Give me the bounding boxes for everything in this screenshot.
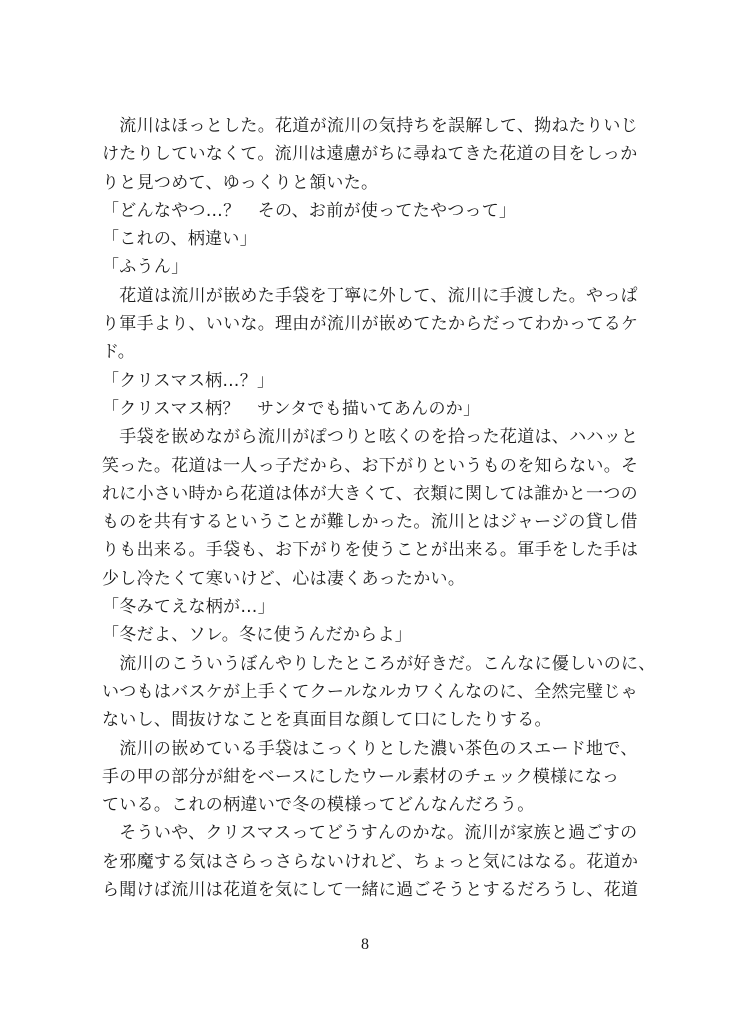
- text-line: 流川はほっとした。花道が流川の気持ちを誤解して、拗ねたりいじ: [102, 116, 638, 136]
- dialogue-line: 「ふうん」: [102, 257, 189, 278]
- dialogue-line: 「クリスマス柄？ サンタでも描いてあんのか」: [102, 398, 481, 419]
- text-line: り軍手より、いいな。理由が流川が嵌めてたからだってわかってるケ: [102, 314, 639, 335]
- page-number: 8: [361, 936, 369, 953]
- text-line: りと見つめて、ゆっくりと頷いた。: [102, 172, 379, 193]
- text-line: ものを共有するということが難しかった。流川とはジャージの貸し借: [102, 512, 638, 533]
- text-line: ている。これの柄違いで冬の模様ってどんなんだろう。: [102, 795, 535, 816]
- text-line: を邪魔する気はさらっさらないけれど、ちょっと気にはなる。花道か: [102, 851, 639, 872]
- text-line: りも出来る。手袋も、お下がりを使うことが出来る。軍手をした手は: [102, 540, 639, 561]
- text-line: 手袋を嵌めながら流川がぽつりと呟くのを拾った花道は、ハハッと: [102, 427, 639, 448]
- text-line: そういや、クリスマスってどうすんのかな。流川が家族と過ごすの: [102, 823, 638, 844]
- text-line: 笑った。花道は一人っ子だから、お下がりというものを知らない。そ: [102, 455, 639, 476]
- dialogue-line: 「クリスマス柄…？」: [102, 370, 275, 391]
- text-line: いつもはバスケが上手くてクールなルカワくんなのに、全然完璧じゃ: [102, 681, 638, 702]
- text-line: れに小さい時から花道は体が大きくて、衣類に関しては誰かと一つの: [102, 483, 638, 504]
- dialogue-line: 「どんなやつ…？ その、お前が使ってたやつって」: [102, 200, 517, 221]
- body-text: [102, 112, 656, 904]
- text-line: 手の甲の部分が紺をベースにしたウール素材のチェック模様になっ: [102, 766, 620, 787]
- dialogue-line: 「冬みてえな柄が…」: [102, 597, 275, 618]
- text-line: 少し冷たくて寒いけど、心は凄くあったかい。: [102, 568, 466, 589]
- text-line: ないし、間抜けなことを真面目な顔して口にしたりする。: [102, 710, 552, 731]
- text-line: けたりしていなくて。流川は遠慮がちに尋ねてきた花道の目をしっか: [102, 144, 638, 165]
- text-line: 流川の嵌めている手袋はこっくりとした濃い茶色のスエード地で、: [102, 738, 638, 759]
- dialogue-line: 「これの、柄違い」: [102, 229, 258, 250]
- text-line: 花道は流川が嵌めた手袋を丁寧に外して、流川に手渡した。やっぱ: [102, 285, 638, 306]
- text-line: ド。: [102, 342, 136, 363]
- dialogue-line: 「冬だよ、ソレ。冬に使うんだからよ」: [102, 625, 413, 646]
- text-line: 流川のこういうぼんやりしたところが好きだ。こんなに優しいのに、: [102, 653, 656, 674]
- text-line: ら聞けば流川は花道を気にして一緒に過ごそうとするだろうし、花道: [102, 880, 639, 901]
